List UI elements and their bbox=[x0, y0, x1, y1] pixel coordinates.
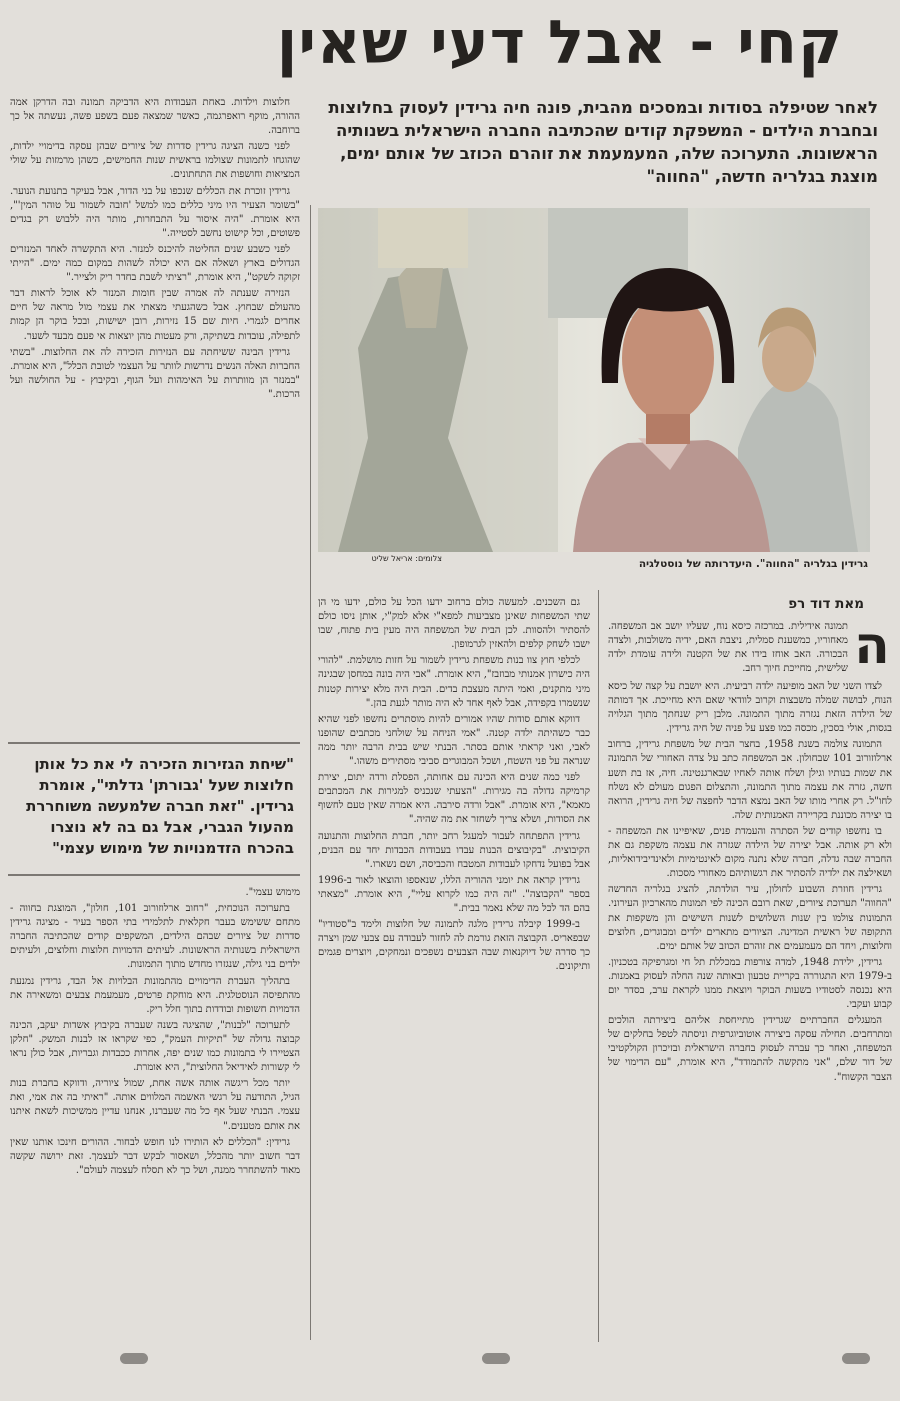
paragraph: דווקא אותם סודות שהיו אמורים להיות מוסתרים נחשפו לפני שהיא כבר כשהיתה ילדה קטנה. "אמי הניחה על שולחני מכתבים שהופנו לאבי, ואני קראתי אותם בסתר. הבנתי שיש בבית הרבה יותר ממה שנראה על פני השטח, ושכל המבוגרים סביבי מסתירים משהו." bbox=[318, 713, 590, 768]
paragraph: גרידין הבינה ששיחתה עם הנזירות הזכירה לה את החלוצות. "בשתי החברות האלה הנשים נדרשות לוותר על העצמי לטובת הכלל", היא אומרת. "במנזר הן מוותרות על האימהות ועל הגוף, ובקיבוץ - על החולשה ועל הרכות." bbox=[10, 346, 300, 400]
paragraph: גם השכנים. למעשה כולם ברחוב ידעו הכל על כולם, ידעו מי הן שתי המשפחות שאינן מצביעות למפא"י אלא למק"י, אותן ניסו כולם להסתיר ולהסוות. לכן הבית של המשפחה היה מעין בית פתוח, שבו ישבו לשחק קלפים ולהאזין לגרמופון. bbox=[318, 597, 590, 651]
paragraph: בו נחשפו קודים של הסתרה והעמדת פנים, שאיפיינו את המשפחה - ולא רק אותה. אבל יצירה של הילדה שגזרה את עצמה משקפת גם את החברה שבה גדלה, חברה שלא נתנה מקום לאינטימיות ולאינדיבידואליות, ושאילצה את ילדיה להסתיר את רגשותיהם מאחורי מסכות. bbox=[608, 825, 892, 880]
headline: קחי - אבל דעי שאין bbox=[276, 8, 844, 78]
photo-credit: צלומים: אריאל שליט bbox=[371, 554, 442, 563]
article-column-right-lead bbox=[608, 620, 848, 678]
pullquote-rule-bottom bbox=[8, 874, 300, 876]
paragraph: ב-1999 קיבלה גרידין מלגה לתמונה של חלוצות ולימד ב"סטודיו" שבפאריס. הקבוצה הזאת גורמת לה לחזור לעבודה עם צבעי שמן ויצרה כך סדרה של דיוקנאות שבה הצבעים נשפכים ונמחקים, ויוצרים פגמים ותיקונים. bbox=[318, 919, 590, 973]
page-marker bbox=[842, 1353, 870, 1364]
byline: מאת דוד רפ bbox=[788, 596, 864, 612]
paragraph: בתהליך העברת הדימויים מהתמונות הבלויות אל הבד, גרידין נמנעת מהתפיסה הנוסטלגית. היא מוחקת פרטים, מעמעמת צבעים ומשאירה את הדמויות חשופות ובודדות בתוך חלל ריק. bbox=[10, 975, 300, 1015]
photo-illustration bbox=[318, 208, 870, 552]
page-marker bbox=[482, 1353, 510, 1364]
paragraph: לפני כשבע שנים החליטה להיכנס למנזר. היא התקשרה לאחד המנזרים הגדולים בארץ ושאלה אם היא יכולה לשהות במקום כמה ימים. "הייתי זקוקה לשקט", היא אומרת, "רציתי לשבת בחדר ריק ולצייר." bbox=[10, 243, 300, 284]
paragraph: גרידין: "הכללים לא הותירו לנו חופש לבחור. ההורים חינכו אותנו שאין דבר חשוב יותר מהכלל, ושאסור לבקש דבר לעצמך. זאת ירושה שקשה מאוד להשתחרר ממנה, ושל כך לא תסלח לעצמה לעולם". bbox=[10, 1136, 300, 1176]
paragraph: גרידין זוכרת את הכללים שנכפו על בני הדור, אבל בעיקר בתנועת הנוער. "בשומר הצעיר היו מיני כללים כמו למשל 'חובה לשמור על טוהר המין'", היא אומרת. "היה איסור על התבחרות, מותר היה ללבוש רק בגדים פשוטים, וכל קישוט נחשב לסטייה." bbox=[10, 185, 300, 239]
paragraph: בתערוכה הנוכחית, "רחוב ארלוזורוב 101, חולון", המוצגת בחווה - מתחם ששימש בעבר חקלאית לתלמידי בתי הספר בעיר - מציגה גרידין סדרות של ציורים שבהם הילדים, המשקפים קודים שהכתיבה החברה הישראלית בשנותיה הראשונות. לעיתים הדמויות חלוצות וחלוצים, ולעיתים ילדים בני גילה, שנגזרו מחדש מתוך התמונות. bbox=[10, 903, 300, 971]
paragraph: לכלפי חוץ צוו בנות משפחת גרידין לשמור על חזות מושלמת. "להורי היה כישרון אמנותי מבוזבז", היא אומרת. "אבי היה בונה במחסן שבגינה מיני מתקנים, ואמי היתה מעצבת בדים. הבית היה מלא יצירות קטנות שנשמרו בקפידה, אבל לאף אחד לא היה מותר לגעת בהן." bbox=[318, 655, 590, 709]
pull-quote: "שיחת הגזירות הזכירה לי את כל אותן חלוצות שעל 'גבורתן' גדלתי", אומרת גרידין. "זאת חברה שלמעשה משוחררת מהעול הגברי, אבל גם בה לא נוצרו בהכרח הזדמנויות של מימוש עצמי" bbox=[26, 755, 294, 857]
paragraph: חלוצות וילדות. באחת העבודות היא הדביקה תמונה ובה הדרקן אמה ההורה, מוקף רואפרגמה, כאשר שמצאה פעם בשפע פשה, נעשתה אל כך ברוחבה. bbox=[10, 97, 300, 137]
paragraph: לתערוכה "לבנות", שהציגה בשנה שעברה בקיבוץ אשדות יעקב, הכינה קבוצה גדולה של "תיקיות העמק", כפי שקראו אז לבנות המשק. "חלקן הצטיירו לי בתמונות כמו שנים יפה, אחרות ככבדות וגבריות, אבל כולן נראו לי קשורות לאידיאל החלוצית", היא אומרת. bbox=[10, 1019, 300, 1074]
paragraph: המעגלים החברתיים שגרידין מתייחסת אליהם ביצירתה הולכים ומתרחבים. תחילה עסקה ביצירה אוטוביוגרפית וניסתה לטפל בחלקים של המשפחה, ואחר כך עברה לעסוק בחברה הישראלית ובזיכרון הקולקטיבי של דור שלם, "אני מתקשה להתמודד", היא אומרת, "עם הדימוי של הצבר הקשוח". bbox=[608, 1015, 892, 1083]
page-marker bbox=[120, 1353, 148, 1364]
article-column-right bbox=[608, 680, 892, 1340]
paragraph: לצדו השני של האב מופיעה ילדה רביעית. היא יושבת על קצה של כיסא הנוח, לבושה שמלה משבצות וקרוב לוודאי שאם היא מחייכת. אך דמותה של הילדה הזאת נגזרה מתוך התמונה. מלבן ריק שנחתך מתוך הגלויה בגסות, אולי בסכין, מכסה כמו פצע על פניה של חיה גרידין. bbox=[608, 681, 892, 735]
paragraph: יותר מכל ריגשה אותה אשה אחת, שמול ציוריה, ודווקא בחברת בנות הגיל, התודעה על רגשי האשמה המלווים אותה. "ראיתי בה את אמי, ואת עצמי. הבנתי שעל אף כל מה שעברנו, אנחנו עדיין ממשיכות לשאת איתנו את אותם מטענים." bbox=[10, 1078, 300, 1132]
paragraph: לפני כמה שנים היא הכינה עם אחותה, הפסלת ורדה יתום, יצירת קרמיקה גדולה בה מגירות. "הצעתי שנכניס למגירות את המכתבים מאמא", היא אומרת. "אבל ורדה סירבה. היא אמרה שאין טעם לחשוף את הסודות, ושלא צריך לשחזר את מה שהיה." bbox=[318, 772, 590, 826]
subheadline: לאחר שטיפלה בסודות ובמסכים מהבית, פונה חיה גרידין לעסוק בחלוצות ובחברת הילדים - המשפקת קודים שהכתיבה החברה הישראלית בשנותיה הראשונות. התערוכה שלה, המעמעמת את זוהרם הכוזב של אותם ימים, מוצגת בגלריה חדשה, "החווה" bbox=[328, 98, 878, 186]
article-column-left bbox=[10, 96, 300, 736]
drop-cap: ה bbox=[854, 616, 890, 676]
paragraph: הנזירה שענתה לה אמרה שבין חומות המנזר לא אוכל לראות דבר מהעולם שבחוץ. אבל כשהגעתי מצאתי את עצמי מול מראה של חיים אחרים לגמרי. חיות שם 15 נזירות, רובן ישישות, ובכל בוקר הן קמות לתפילה, עובדות בשתיקה, ורק מעטות מהן יוצאות אי פעם מבעד לשער. bbox=[10, 288, 300, 342]
paragraph: התמונה צולמה בשנת 1958, בחצר הבית של משפחת גרידין, ברחוב ארלוזורוב 101 שבחולון. אב המשפחה כתב על צדה האחורי של התמונה את שמות בנותיו וגילן ושלח אותה לאחיו שבארגנטינה. חיה, אז בת תשע חשה, גזרה את עצמה מתוך התמונה, והתצלום הפגום מעולם לא נשלח לחו"ל. רק אחרי מותו של האב נמצא הדבר לחפצה של חיה גרידין, הרואה בו יצירה מכוננת בקריירה האמנותית שלה. bbox=[608, 739, 892, 821]
paragraph: לפני כשנה הציגה גרידין סדרות של ציורים שבהן עסקה בדימויי ילדות, שהוגחו לתמונות שצולמו בראשית שנות החמישים, כשהן מרמזות על שולי המציאות וחושפות את התחתונים. bbox=[10, 141, 300, 181]
paragraph: גרידין קראה את יומני ההוריה הללו, שנאספו והוצאו לאור ב-1996 בספר "הקבוצה". "זה היה כמו לקרוא עליי", היא אומרת. "מצאתי בהם הד לכל מה שלא נאמר בבית." bbox=[318, 874, 590, 914]
paragraph: גרידין חוזרת השבוע לחולון, עיר הולדתה, להציג בגלריה החדשה "החווה" תערוכת ציורים, שאת רובם הכינה לפי תמונות מהארכיון העירוני. התמונות צולמו בין שנות השלושים לשנות השישים והן משקפות את התקופה של ראשית המדינה. הציורים מתארים ילדים ומבוגרים, חלוצים וחלוצות, ויחד הם מעמעמים את זוהרם הכוזב של אותם ימים. bbox=[608, 884, 892, 952]
paragraph: גרידין, ילידת 1948, למדה צורפות במכללת תל חי ומגרפיקה בטכניון. ב-1979 היא התגוררה בקריית טבעון ובאותה שנה החלה לעסוק באמנות. היא נכנסה לסטודיו בשעות הבוקר ויוצאת ממנו לקראת ערב, בסדר יום קבוע ועקבי. bbox=[608, 956, 892, 1011]
photo-caption: גרידין בגלריה "החווה". היעדרותה של נוסטלגיה bbox=[638, 558, 868, 570]
article-column-middle bbox=[318, 596, 590, 1340]
paragraph: גרידין התפתחה לעבור למעגל רחב יותר, חברת החלוצות והתנועה הקיבוצית. "בקיבוצים הבנות עבדו בעבודות הכבדות יחד עם הבנים, אבל בפועל נדחקו לעבודות המטבח והכביסה, ושם נשארו." bbox=[318, 830, 590, 870]
pullquote-rule-top bbox=[8, 742, 300, 744]
column-rule bbox=[310, 205, 311, 1340]
column-rule bbox=[598, 590, 599, 1342]
paragraph: מימוש עצמי". bbox=[245, 887, 300, 898]
paragraph: תמונה אידילית. במרכזה כיסא נוח, שעליו יושב אב המשפחה. מאחוריו, כמשענת סמלית, ניצבת האם, ידיה משולבות, ולצדה הבכורה. האב אוחז בידו את של הקטנה ולידה עומדת ילדה שלישית, מחייכת חיוך רחב. bbox=[608, 621, 848, 675]
article-photo bbox=[318, 208, 870, 552]
article-column-left-bottom bbox=[10, 886, 300, 1340]
